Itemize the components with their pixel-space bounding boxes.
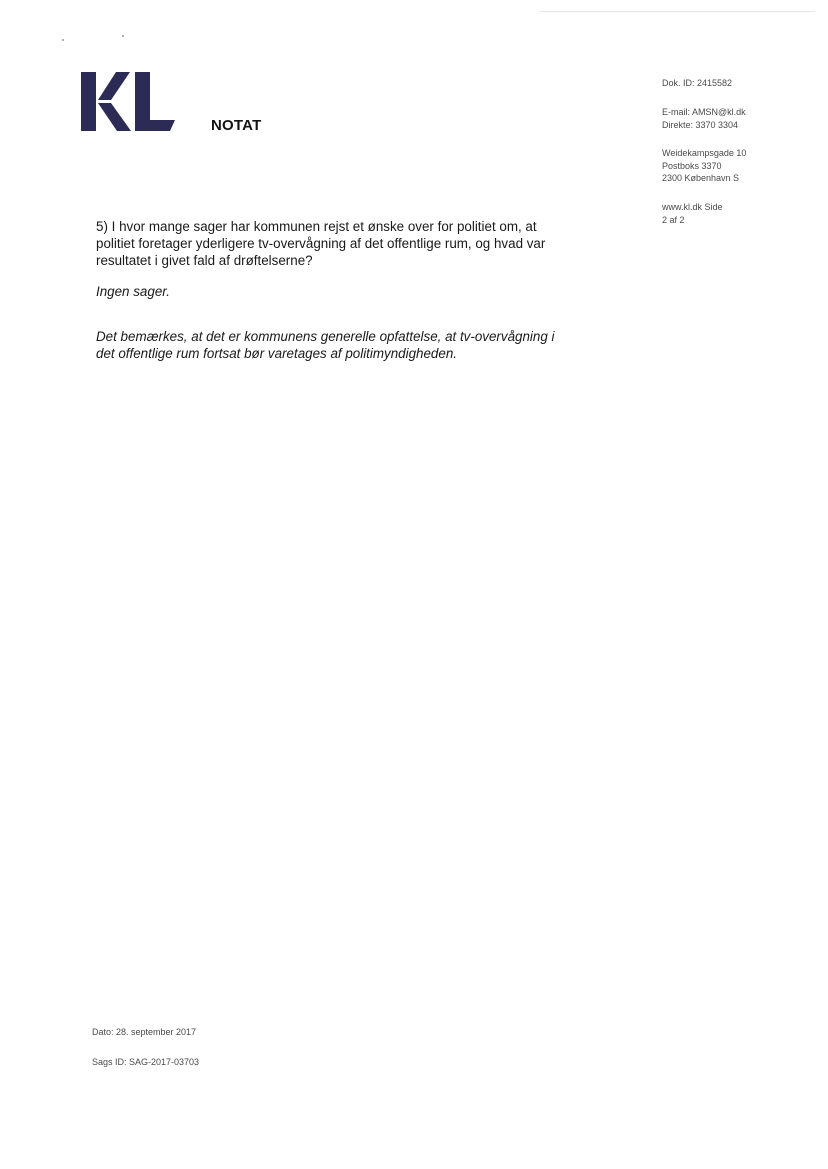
address-line: 2300 København S [662,173,740,183]
address-block [662,147,746,185]
kl-logo [78,70,178,134]
address-line: Postboks 3370 [662,160,722,171]
kl-logo-k-upper-arm [98,72,130,100]
scan-speck [62,39,64,41]
question-text: 5) I hvor mange sager har kommunen rejst et ønske over for politiet om, at politiet foretager yderligere tv-overvågning af det offentlige rum, og hvad var resultatet i givet fald af drøftelserne? [96,219,546,268]
body-content [96,218,566,362]
kl-logo-k-stem [81,72,96,131]
doc-id-block [662,77,732,90]
doc-id: Dok. ID: 2415582 [662,78,733,88]
address-line: Weidekampsgade 10 [662,148,747,158]
direct-phone: Direkte: 3370 3304 [662,119,739,130]
contact-block [662,106,746,131]
email: E-mail: AMSN@kl.dk [662,107,746,117]
website-page-block [662,201,723,226]
scan-speck [122,35,124,37]
document-type-label: NOTAT [211,117,262,134]
footer-case-id: Sags ID: SAG-2017-03703 [92,1057,200,1067]
answer-text: Ingen sager. [96,284,170,299]
remark-text: Det bemærkes, at det er kommunens generelle opfattelse, at tv-overvågning i det offentlige rum fortsat bør varetages af politimyndigheden. [96,329,555,361]
scan-artifact-line [540,11,815,12]
kl-logo-l-base [135,120,175,131]
kl-logo-k-lower-arm [98,103,131,131]
footer-date: Dato: 28. september 2017 [92,1027,197,1037]
website: www.kl.dk Side [662,202,723,212]
page-number: 2 af 2 [662,214,685,225]
